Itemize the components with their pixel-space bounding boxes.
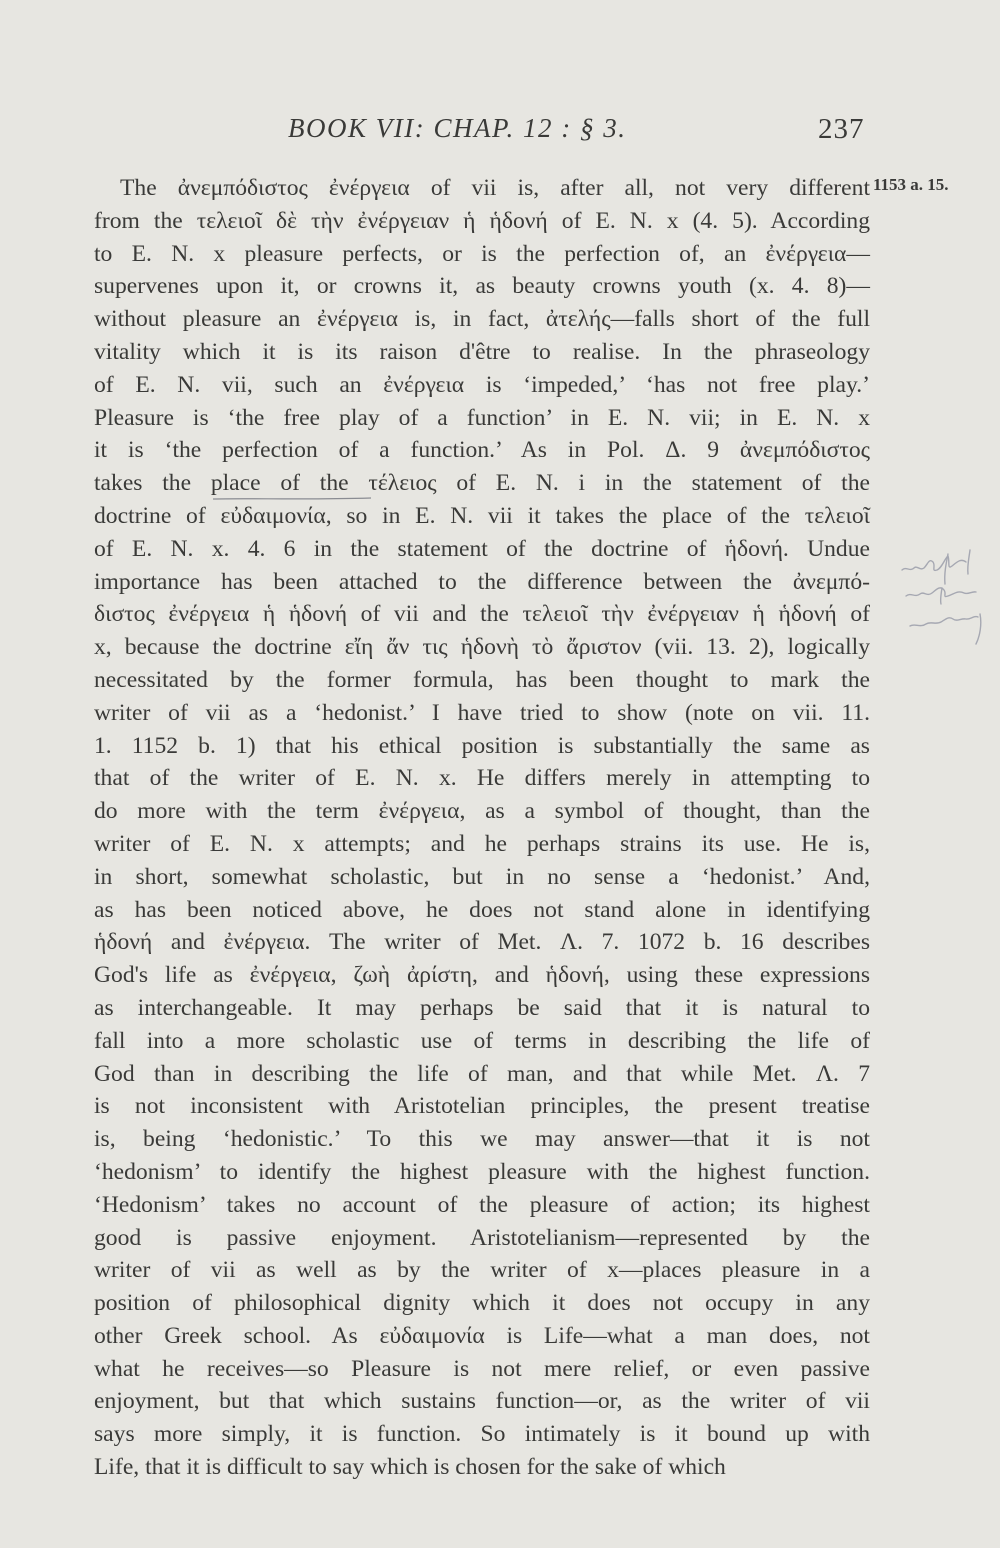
- text-line: without pleasure an ἐνέργεια is, in fact, ἀτελής—falls short of the full: [94, 306, 870, 333]
- text-line: writer of E. N. x attempts; and he perhaps strains its use. He is,: [94, 830, 870, 857]
- text-line: ‘Hedonism’ takes no account of the pleasure of action; its highest: [94, 1191, 870, 1218]
- text-line: says more simply, it is function. So intimately is it bound up with: [94, 1421, 870, 1448]
- text-line: is not inconsistent with Aristotelian principles, the present treatise: [94, 1093, 870, 1120]
- page-number: 237: [818, 113, 865, 145]
- text-line: takes the place of the τέλειος of E. N. i in the statement of the: [94, 470, 870, 497]
- text-line: as has been noticed above, he does not stand alone in identifying: [94, 896, 870, 923]
- text-line: to E. N. x pleasure perfects, or is the perfection of, an ἐνέργεια—: [94, 240, 870, 267]
- handwritten-margin-annotation: [900, 548, 1000, 648]
- margin-reference: 1153 a. 15.: [873, 175, 949, 194]
- body-text: [94, 172, 870, 1484]
- text-line: of E. N. vii, such an ἐνέργεια is ‘impeded,’ ‘has not free play.’: [94, 371, 870, 398]
- text-line: God's life as ἐνέργεια, ζωὴ ἀρίστη, and ἡδονή, using these expressions: [94, 962, 870, 989]
- text-line: Pleasure is ‘the free play of a function’ in E. N. vii; in E. N. x: [94, 404, 870, 431]
- text-line: supervenes upon it, or crowns it, as beauty crowns youth (x. 4. 8)—: [94, 273, 870, 300]
- text-line: writer of vii as a ‘hedonist.’ I have tried to show (note on vii. 11.: [94, 699, 870, 726]
- text-line: vitality which it is its raison d'être to realise. In the phraseology: [94, 338, 870, 365]
- text-line: διστος ἐνέργεια ἡ ἡδονή of vii and the τελειοῖ τὴν ἐνέργειαν ἡ ἡδονή of: [94, 601, 870, 628]
- text-line: is, being ‘hedonistic.’ To this we may answer—that it is not: [94, 1126, 870, 1153]
- text-line: necessitated by the former formula, has been thought to mark the: [94, 666, 870, 693]
- text-line: importance has been attached to the difference between the ἀνεμπό-: [94, 568, 870, 595]
- text-line: 1. 1152 b. 1) that his ethical position is substantially the same as: [94, 732, 870, 759]
- text-line: God than in describing the life of man, and that while Met. Λ. 7: [94, 1060, 870, 1087]
- text-line: what he receives—so Pleasure is not mere relief, or even passive: [94, 1355, 870, 1382]
- text-line: it is ‘the perfection of a function.’ As in Pol. Δ. 9 ἀνεμπόδιστος: [94, 437, 870, 464]
- text-line: that of the writer of E. N. x. He differs merely in attempting to: [94, 765, 870, 792]
- page-header: [0, 113, 1000, 153]
- text-line: The ἀνεμπόδιστος ἐνέργεια of vii is, after all, not very different: [120, 175, 870, 201]
- text-line: of E. N. x. 4. 6 in the statement of the doctrine of ἡδονή. Undue: [94, 535, 870, 562]
- text-line: enjoyment, but that which sustains function—or, as the writer of vii: [94, 1388, 870, 1415]
- text-line: position of philosophical dignity which it does not occupy in any: [94, 1290, 870, 1317]
- text-line: ἡδονή and ἐνέργεια. The writer of Met. Λ. 7. 1072 b. 16 describes: [94, 929, 870, 956]
- text-line: fall into a more scholastic use of terms in describing the life of: [94, 1027, 870, 1054]
- text-line: x, because the doctrine εἴη ἄν τις ἡδονὴ τὸ ἄριστον (vii. 13. 2), logically: [94, 634, 870, 661]
- text-line: good is passive enjoyment. Aristotelianism—represented by the: [94, 1224, 870, 1251]
- running-head: BOOK VII: CHAP. 12 : § 3.: [288, 113, 627, 143]
- text-line: other Greek school. As εὐδαιμονία is Life—what a man does, not: [94, 1322, 870, 1349]
- text-line: ‘hedonism’ to identify the highest pleasure with the highest function.: [94, 1158, 870, 1185]
- text-line: Life, that it is difficult to say which is chosen for the sake of which: [94, 1454, 726, 1481]
- text-line: doctrine of εὐδαιμονία, so in E. N. vii it takes the place of the τελειοῖ: [94, 502, 870, 529]
- text-line: writer of vii as well as by the writer of x—places pleasure in a: [94, 1257, 870, 1284]
- text-line: in short, somewhat scholastic, but in no sense a ‘hedonist.’ And,: [94, 863, 870, 890]
- text-line: as interchangeable. It may perhaps be said that it is natural to: [94, 994, 870, 1021]
- text-line: from the τελειοῖ δὲ τὴν ἐνέργειαν ἡ ἡδονή of E. N. x (4. 5). According: [94, 207, 870, 234]
- text-line: do more with the term ἐνέργεια, as a symbol of thought, than the: [94, 798, 870, 825]
